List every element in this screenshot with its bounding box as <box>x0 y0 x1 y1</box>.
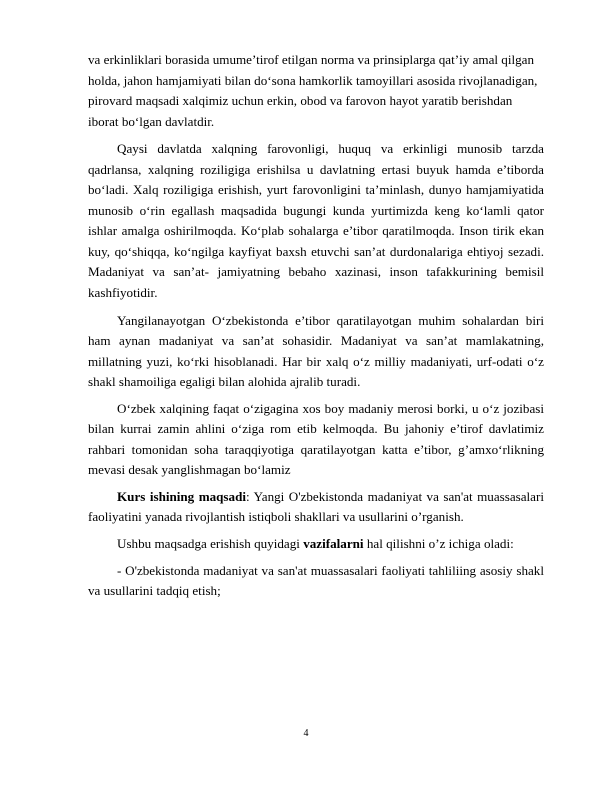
tasks-keyword: vazifalarni <box>303 536 364 552</box>
course-goal-label: Kurs ishining maqsadi <box>117 488 246 504</box>
paragraph-tasks-intro <box>88 534 544 555</box>
page-number: 4 <box>303 728 309 739</box>
paragraph-culture-focus: Yangilanayotgan O‘zbekistonda e’tibor qaratilayotgan muhim sohalardan biri ham aynan madaniyat va san’at sohasidir. Madaniyat va san’at mamlakatning, millatning yuzi, ko‘rki hisoblanadi. Har bir xalq o‘z milliy madaniyati, urf-odati o‘z shakl shamoiliga egaligi bilan alohida ajralib turadi. <box>88 312 544 390</box>
intro-line: iborat bo‘lgan davlatdir. <box>88 113 215 129</box>
tasks-intro-end: hal qilishni o’z ichiga oladi: <box>363 536 514 552</box>
tasks-intro-text: Ushbu maqsadga erishish quyidagi <box>117 536 304 552</box>
paragraph-prosperity: Qaysi davlatda xalqning farovonligi, huquq va erkinligi munosib tarzda qadrlansa, xalqning roziligiga erishilsa u davlatning ertasi buyuk hamda e’tiborda bo‘ladi. Xalq roziligiga erishish, yurt farovonligini ta’minlash, dunyo hamjamiyatida munosib o‘rin egallash maqsadida bugungi kunda yurtimizda keng ko‘lamli qator ishlar amalga oshirilmoqda. Ko‘plab sohalarga e’tibor qaratilmoqda. Inson tirik ekan kuy, qo‘shiqqa, ko‘ngilga kayfiyat baxsh etuvchi san’at durdonalariga ehtiyoj sezadi. Madaniyat va san’at- jamiyatning bebaho xazinasi, inson tafakkurining bemisil kashfiyotidir. <box>88 141 544 301</box>
paragraph-course-goal <box>88 487 544 528</box>
document-page <box>88 50 544 602</box>
paragraph-heritage: O‘zbek xalqining faqat o‘zigagina xos boy madaniy merosi borki, u o‘z jozibasi bilan kurrai zamin ahlini o‘ziga rom etib kelmoqda. Bu jahoniy e’tirof davlatimiz rahbari tomonidan soha taraqqiyotiga qaratilayotgan katta e’tibor, g’amxo‘rlikning mevasi desak yanglishmagan bo‘lamiz <box>88 400 544 478</box>
intro-line: pirovard maqsadi xalqimiz uchun erkin, obod va farovon hayot yaratib berishdan <box>88 93 513 109</box>
intro-line: holda, jahon hamjamiyati bilan do‘sona hamkorlik tamoyillari asosida rivojlanadigan, <box>88 72 538 88</box>
course-goal-text: : Yangi O'zbekistonda madaniyat va san'at muassasalari faoliyatini yanada rivojlantish istiqboli shakllari va usullarini o’rganish. <box>88 488 544 525</box>
intro-line: va erkinliklari borasida umume’tirof etilgan norma va prinsiplarga qat’iy amal qilgan <box>88 52 535 67</box>
task-item: - O'zbekistonda madaniyat va san'at muassasalari faoliyati tahliliing asosiy shakl va usullarini tadqiq etish; <box>88 562 544 599</box>
intro-paragraph <box>88 50 544 132</box>
